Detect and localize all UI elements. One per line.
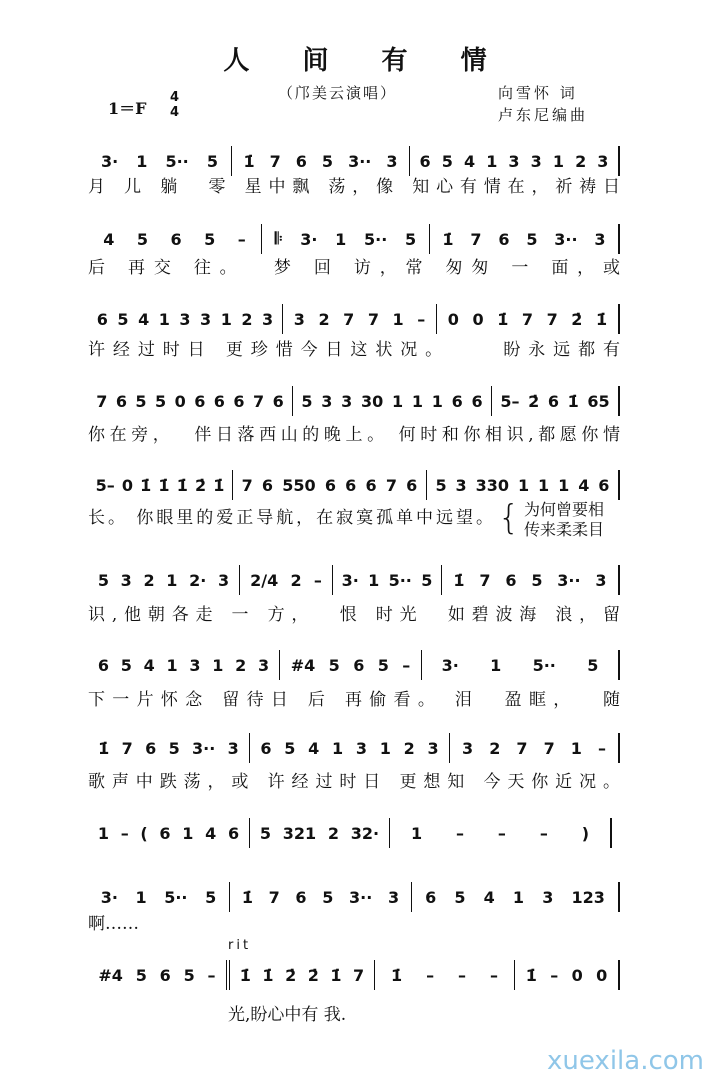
note: 6: [227, 823, 240, 843]
note: 3: [427, 738, 439, 758]
note: 330: [475, 475, 510, 495]
measure: [88, 146, 232, 176]
note: 1̇: [330, 965, 342, 985]
note: 1: [558, 475, 570, 495]
measure: [230, 882, 412, 912]
measure: [450, 733, 620, 763]
note: 7: [96, 391, 108, 411]
note: 6: [170, 229, 182, 249]
note: 3: [321, 391, 333, 411]
measure: [240, 565, 333, 595]
notation-line: [88, 882, 620, 912]
measure: [88, 565, 240, 595]
note: 6: [115, 391, 127, 411]
note: 2: [241, 309, 253, 329]
note: 1̇: [453, 570, 465, 590]
note: 1: [570, 738, 582, 758]
measure: [492, 386, 620, 416]
note: 2: [318, 309, 330, 329]
measure: [88, 818, 250, 848]
note: 6: [425, 887, 437, 907]
note: 2̇: [194, 475, 207, 495]
note: 6: [547, 391, 559, 411]
notation-line: [88, 386, 620, 416]
note: 1: [490, 655, 502, 675]
note: 3·: [101, 151, 119, 171]
note: 2̇: [528, 391, 540, 411]
note: 6: [96, 309, 108, 329]
note: 1: [410, 823, 423, 843]
notation-line: [88, 304, 620, 334]
note: –: [489, 965, 498, 985]
note: 2/4: [250, 570, 279, 590]
note: 5: [97, 570, 109, 590]
note: 6: [451, 391, 463, 411]
note: 5··: [363, 229, 388, 249]
note: 5: [135, 965, 147, 985]
measure: [88, 650, 280, 680]
note: 5: [526, 229, 538, 249]
measure: [410, 146, 620, 176]
note: 5: [321, 151, 334, 171]
lyrics-line: 啊……: [88, 914, 139, 934]
note: 1̇: [567, 391, 579, 411]
note: 6: [498, 229, 510, 249]
note: 1: [135, 887, 147, 907]
measure: [293, 386, 492, 416]
note: 6: [233, 391, 245, 411]
note: 321: [282, 823, 317, 843]
note: 0: [121, 475, 133, 495]
lyrics-line: 下一片怀念 留待日 后 再偷看。 泪 盈眶， 随: [88, 690, 628, 710]
note: 1̇: [176, 475, 188, 495]
measure: [88, 386, 293, 416]
measure: [88, 960, 230, 990]
note: 5: [441, 151, 453, 171]
note: 5: [377, 655, 389, 675]
note: 7: [470, 229, 482, 249]
note: 1̇: [158, 475, 170, 495]
alternate-lyric-line: 为何曾要相: [524, 500, 605, 519]
measure: [88, 733, 250, 763]
note: 4: [205, 823, 217, 843]
note: 1̇: [390, 965, 403, 985]
note: 5: [136, 229, 148, 249]
alternate-lyric-line: 传来柔柔目: [524, 520, 605, 539]
note: 5: [117, 309, 129, 329]
measure: [427, 470, 620, 500]
note: 6: [406, 475, 418, 495]
note: 0: [571, 965, 583, 985]
note: 6: [324, 475, 336, 495]
note: 2: [575, 151, 587, 171]
note: 7: [516, 738, 528, 758]
measure: [283, 304, 437, 334]
note: 4: [103, 229, 115, 249]
note: 3: [227, 738, 239, 758]
measure: [430, 224, 620, 254]
note: 1: [182, 823, 194, 843]
lyrics-line: 后 再交 往。 梦 回 访，常 匆匆 一 面，或: [88, 258, 629, 278]
lyrics-line: 许经过时日 更珍惜今日这状况。 盼永远都有: [88, 340, 628, 360]
measure: [250, 733, 450, 763]
notation-line: [88, 224, 620, 254]
note: 4: [483, 887, 495, 907]
measure: [88, 470, 233, 500]
note: 5: [135, 391, 147, 411]
note: 6: [598, 475, 610, 495]
lyrics-line: 月 儿 躺 零 星中飘 荡，像 知心有情在，祈祷日: [88, 177, 627, 197]
note: 7: [479, 570, 491, 590]
note: 1: [335, 229, 347, 249]
measure: [437, 304, 620, 334]
notation-line: [88, 733, 620, 763]
note: 3: [257, 655, 270, 675]
note: 3: [508, 151, 520, 171]
note: 1: [136, 151, 148, 171]
note: 1: [379, 738, 391, 758]
note: 1: [158, 309, 170, 329]
note: 5: [421, 570, 433, 590]
note: 1̇: [241, 887, 253, 907]
note: 3·: [300, 229, 318, 249]
note: 2: [235, 655, 247, 675]
measure: [230, 960, 375, 990]
note: 6: [505, 570, 517, 590]
note: 3: [262, 309, 274, 329]
note: –: [417, 309, 426, 329]
note: 6: [159, 965, 171, 985]
note: 3··: [348, 151, 372, 171]
note: –: [313, 570, 322, 590]
note: 1̇: [213, 475, 225, 495]
note: 7: [543, 738, 555, 758]
note: 5: [328, 655, 340, 675]
note: 6: [261, 475, 274, 495]
measure: [390, 818, 612, 848]
note: 5··: [165, 151, 189, 171]
note: 6: [295, 887, 307, 907]
note: 2: [143, 570, 155, 590]
note: 0: [596, 965, 608, 985]
note: 3·: [441, 655, 459, 675]
note: 30: [360, 391, 384, 411]
note: 3: [597, 151, 609, 171]
note: 6: [419, 151, 431, 171]
note: 1: [331, 738, 344, 758]
note: 3: [455, 475, 467, 495]
note: –: [597, 738, 606, 758]
note: 3: [200, 309, 212, 329]
note: 3: [341, 391, 353, 411]
note: 7: [353, 965, 365, 985]
note: 5: [587, 655, 599, 675]
note: –: [456, 823, 464, 843]
note: 1̇: [525, 965, 537, 985]
note: 6: [159, 823, 171, 843]
note: 0: [447, 309, 459, 329]
note: 1: [166, 655, 178, 675]
note: 1: [368, 570, 380, 590]
measure: [88, 304, 283, 334]
note: –: [120, 823, 129, 843]
note: 7: [343, 309, 355, 329]
notation-line: [88, 470, 620, 500]
note: –: [207, 965, 216, 985]
note: –: [458, 965, 467, 985]
note: 1: [166, 570, 178, 590]
note: 4: [308, 738, 320, 758]
note: 5–: [95, 475, 115, 495]
note: 6: [365, 475, 377, 495]
note: 1̇: [497, 309, 509, 329]
measure: [333, 565, 442, 595]
measure: [280, 650, 422, 680]
note: 3··: [349, 887, 373, 907]
note: 32·: [350, 823, 380, 843]
note: 3: [530, 151, 542, 171]
note: 5: [205, 887, 217, 907]
note: –: [237, 229, 246, 249]
note: 1: [512, 887, 525, 907]
measure: [515, 960, 620, 990]
note: 123: [571, 887, 605, 907]
note: 7: [121, 738, 133, 758]
note: 1: [517, 475, 530, 495]
note: 0: [472, 309, 484, 329]
meter-bottom: 4: [170, 105, 180, 120]
note: 𝄆: [274, 229, 283, 248]
note: 1: [97, 823, 109, 843]
note: 5: [183, 965, 195, 985]
note: 2: [403, 738, 415, 758]
note: 7: [241, 475, 253, 495]
measure: [250, 818, 390, 848]
note: 5: [404, 229, 417, 249]
brace: {: [498, 498, 520, 538]
note: 3: [594, 229, 606, 249]
note: 7: [385, 475, 397, 495]
measure: [422, 650, 620, 680]
note: 3: [462, 738, 474, 758]
note: 65: [587, 391, 610, 411]
note: 3: [217, 570, 230, 590]
note: 5: [204, 229, 216, 249]
note: 5: [206, 151, 218, 171]
note: 3: [189, 655, 201, 675]
note: 3·: [341, 570, 359, 590]
note: 4: [143, 655, 155, 675]
note: 1: [392, 309, 404, 329]
note: 5: [454, 887, 466, 907]
notation-line: [88, 818, 620, 848]
note: 7: [546, 309, 558, 329]
note: #4: [290, 655, 316, 675]
note: 1̇: [140, 475, 152, 495]
watermark: xuexila.com: [547, 1046, 704, 1076]
song-title: 人 间 有 情: [223, 46, 509, 76]
note: –: [497, 823, 506, 843]
note: 6: [272, 391, 284, 411]
note: 1̇: [442, 229, 454, 249]
note: 7: [268, 887, 280, 907]
measure: [232, 146, 410, 176]
note: 1̇: [262, 965, 274, 985]
note: 3·: [100, 887, 118, 907]
note: 3··: [554, 229, 578, 249]
note: 1̇: [243, 151, 255, 171]
composer: 卢东尼编曲: [498, 106, 589, 124]
key-signature: 1＝F: [108, 99, 147, 118]
note: 6: [145, 738, 157, 758]
note: 5··: [164, 887, 188, 907]
note: 3: [595, 570, 607, 590]
note: 1̇: [596, 309, 608, 329]
note: 1: [431, 391, 443, 411]
lyrics-line: 光,盼心中有 我.: [228, 1005, 347, 1025]
note: 1: [538, 475, 550, 495]
note: 7: [521, 309, 534, 329]
note: 4: [138, 309, 150, 329]
note: 7: [269, 151, 281, 171]
note: ): [581, 823, 590, 843]
note: 5: [120, 655, 132, 675]
lyrics-line: 识,他朝各走 一 方， 恨 时光 如碧波海 浪，留: [88, 605, 627, 625]
note: 1̇: [98, 738, 110, 758]
lyrics-line: 长。 你眼里的爱正导航，在寂寞孤单中远望。: [88, 508, 496, 528]
note: 2: [489, 738, 501, 758]
note: 1: [220, 309, 232, 329]
note: 6: [213, 391, 225, 411]
note: 7: [367, 309, 379, 329]
note: 6: [345, 475, 357, 495]
measure: [88, 882, 230, 912]
note: 6: [353, 655, 365, 675]
note: 550: [282, 475, 316, 495]
time-signature: [170, 90, 179, 120]
note: 3: [386, 151, 398, 171]
note: 2: [290, 570, 302, 590]
note: –: [426, 965, 435, 985]
note: 2·: [189, 570, 207, 590]
note: 7: [252, 391, 265, 411]
performer: （邝美云演唱）: [278, 84, 398, 102]
note: 3: [293, 309, 305, 329]
measure: [88, 224, 262, 254]
lyricist: 向雪怀 词: [498, 84, 578, 102]
note: 4: [578, 475, 590, 495]
note: 5–: [500, 391, 520, 411]
alternate-lyrics: [524, 500, 604, 540]
note: –: [550, 965, 559, 985]
measure: [442, 565, 620, 595]
note: 5: [259, 823, 271, 843]
note: 5··: [388, 570, 412, 590]
ritardando-mark: rit: [228, 938, 252, 953]
note: 2̇: [307, 965, 319, 985]
note: 1: [486, 151, 498, 171]
note: 3: [355, 738, 367, 758]
note: –: [402, 655, 411, 675]
note: 6: [194, 391, 206, 411]
measure: [262, 224, 430, 254]
note: 1: [552, 151, 564, 171]
note: 5··: [532, 655, 556, 675]
note: 5: [155, 391, 167, 411]
measure: [412, 882, 620, 912]
note: 5: [322, 887, 334, 907]
note: –: [539, 823, 548, 843]
note: 2̇: [571, 309, 583, 329]
note: 3: [120, 570, 132, 590]
note: #4: [98, 965, 123, 985]
note: 5: [435, 475, 447, 495]
note: 3··: [192, 738, 216, 758]
note: 0: [174, 391, 186, 411]
note: 2: [327, 823, 340, 843]
note: 3: [387, 887, 400, 907]
note: 5: [168, 738, 180, 758]
note: 2̇: [285, 965, 297, 985]
meter-top: 4: [170, 90, 180, 105]
note: 1: [411, 391, 423, 411]
lyrics-line: 歌声中跌荡，或 许经过时日 更想知 今天你近况。: [88, 772, 627, 792]
note: 5: [301, 391, 313, 411]
measure: [233, 470, 427, 500]
lyrics-line: 你在旁， 伴日落西山的晚上。 何时和你相识,都愿你情: [88, 425, 625, 445]
note: 5: [531, 570, 543, 590]
note: 3: [179, 309, 191, 329]
notation-line: [88, 960, 620, 990]
note: 4: [463, 151, 476, 171]
note: 3: [542, 887, 554, 907]
note: (: [140, 823, 148, 843]
note: 1: [391, 391, 404, 411]
note: 3··: [557, 570, 581, 590]
notation-line: [88, 565, 620, 595]
note: 6: [295, 151, 307, 171]
measure: [375, 960, 515, 990]
notation-line: [88, 146, 620, 176]
note: 5: [284, 738, 296, 758]
note: 6: [471, 391, 483, 411]
note: 1: [212, 655, 224, 675]
notation-line: [88, 650, 620, 680]
note: 6: [97, 655, 109, 675]
note: 6: [260, 738, 272, 758]
note: 1̇: [239, 965, 251, 985]
